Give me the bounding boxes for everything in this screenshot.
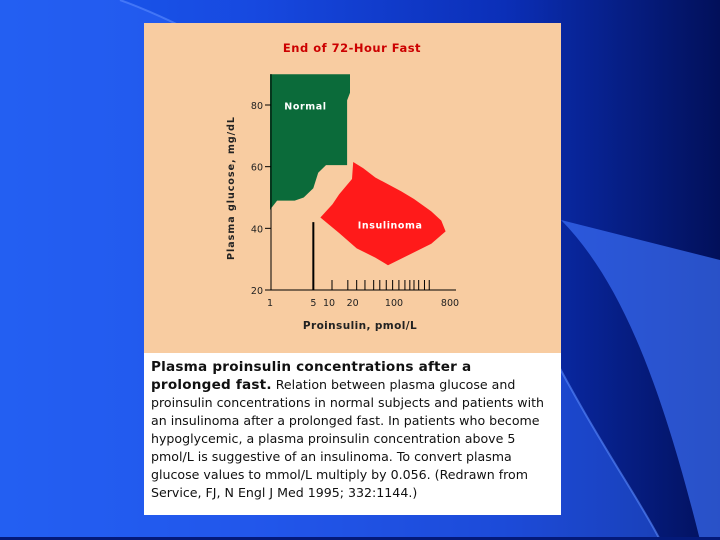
series-normal-region [270,74,350,210]
y-tick-label-40: 40 [250,224,263,236]
caption-heading: Plasma proinsulin concentrations after a prolonged fast. [151,359,472,393]
chart [144,23,561,353]
series-insulinoma-region [320,162,445,265]
series-label-normal: Normal [284,101,327,113]
y-tick-label-20: 20 [250,286,263,297]
chart-title: End of 72-Hour Fast [282,41,422,55]
x-tick-label-800: 800 [440,298,460,309]
x-tick-label-1: 1 [266,298,274,309]
y-tick-label-80: 80 [250,101,263,112]
caption-body: Relation between plasma glucose and proinsulin concentrations in normal subjects and patients with an insulinoma after a prolonged fast. In patients who become hypoglycemic, a plasma proinsulin concentration above 5 pmol/L is suggestive of an insulinoma. To convert plasma glucose values to mmol/L multiply by 0.056. (Redrawn from Service, FJ, N Engl J Med 1995; 332:1144.) [151,377,545,500]
figure-card [144,23,561,515]
y-axis-label: Plasma glucose, mg/dL [226,116,237,260]
series-label-insulinoma: Insulinoma [357,220,423,232]
y-tick-label-60: 60 [250,162,263,174]
figure-caption [144,353,561,515]
x-tick-label-20: 20 [346,298,359,309]
x-tick-label-100: 100 [384,298,404,309]
x-axis-label: Proinsulin, pmol/L [302,320,418,332]
x-tick-label-10: 10 [322,298,336,309]
x-tick-label-5: 5 [310,298,317,309]
